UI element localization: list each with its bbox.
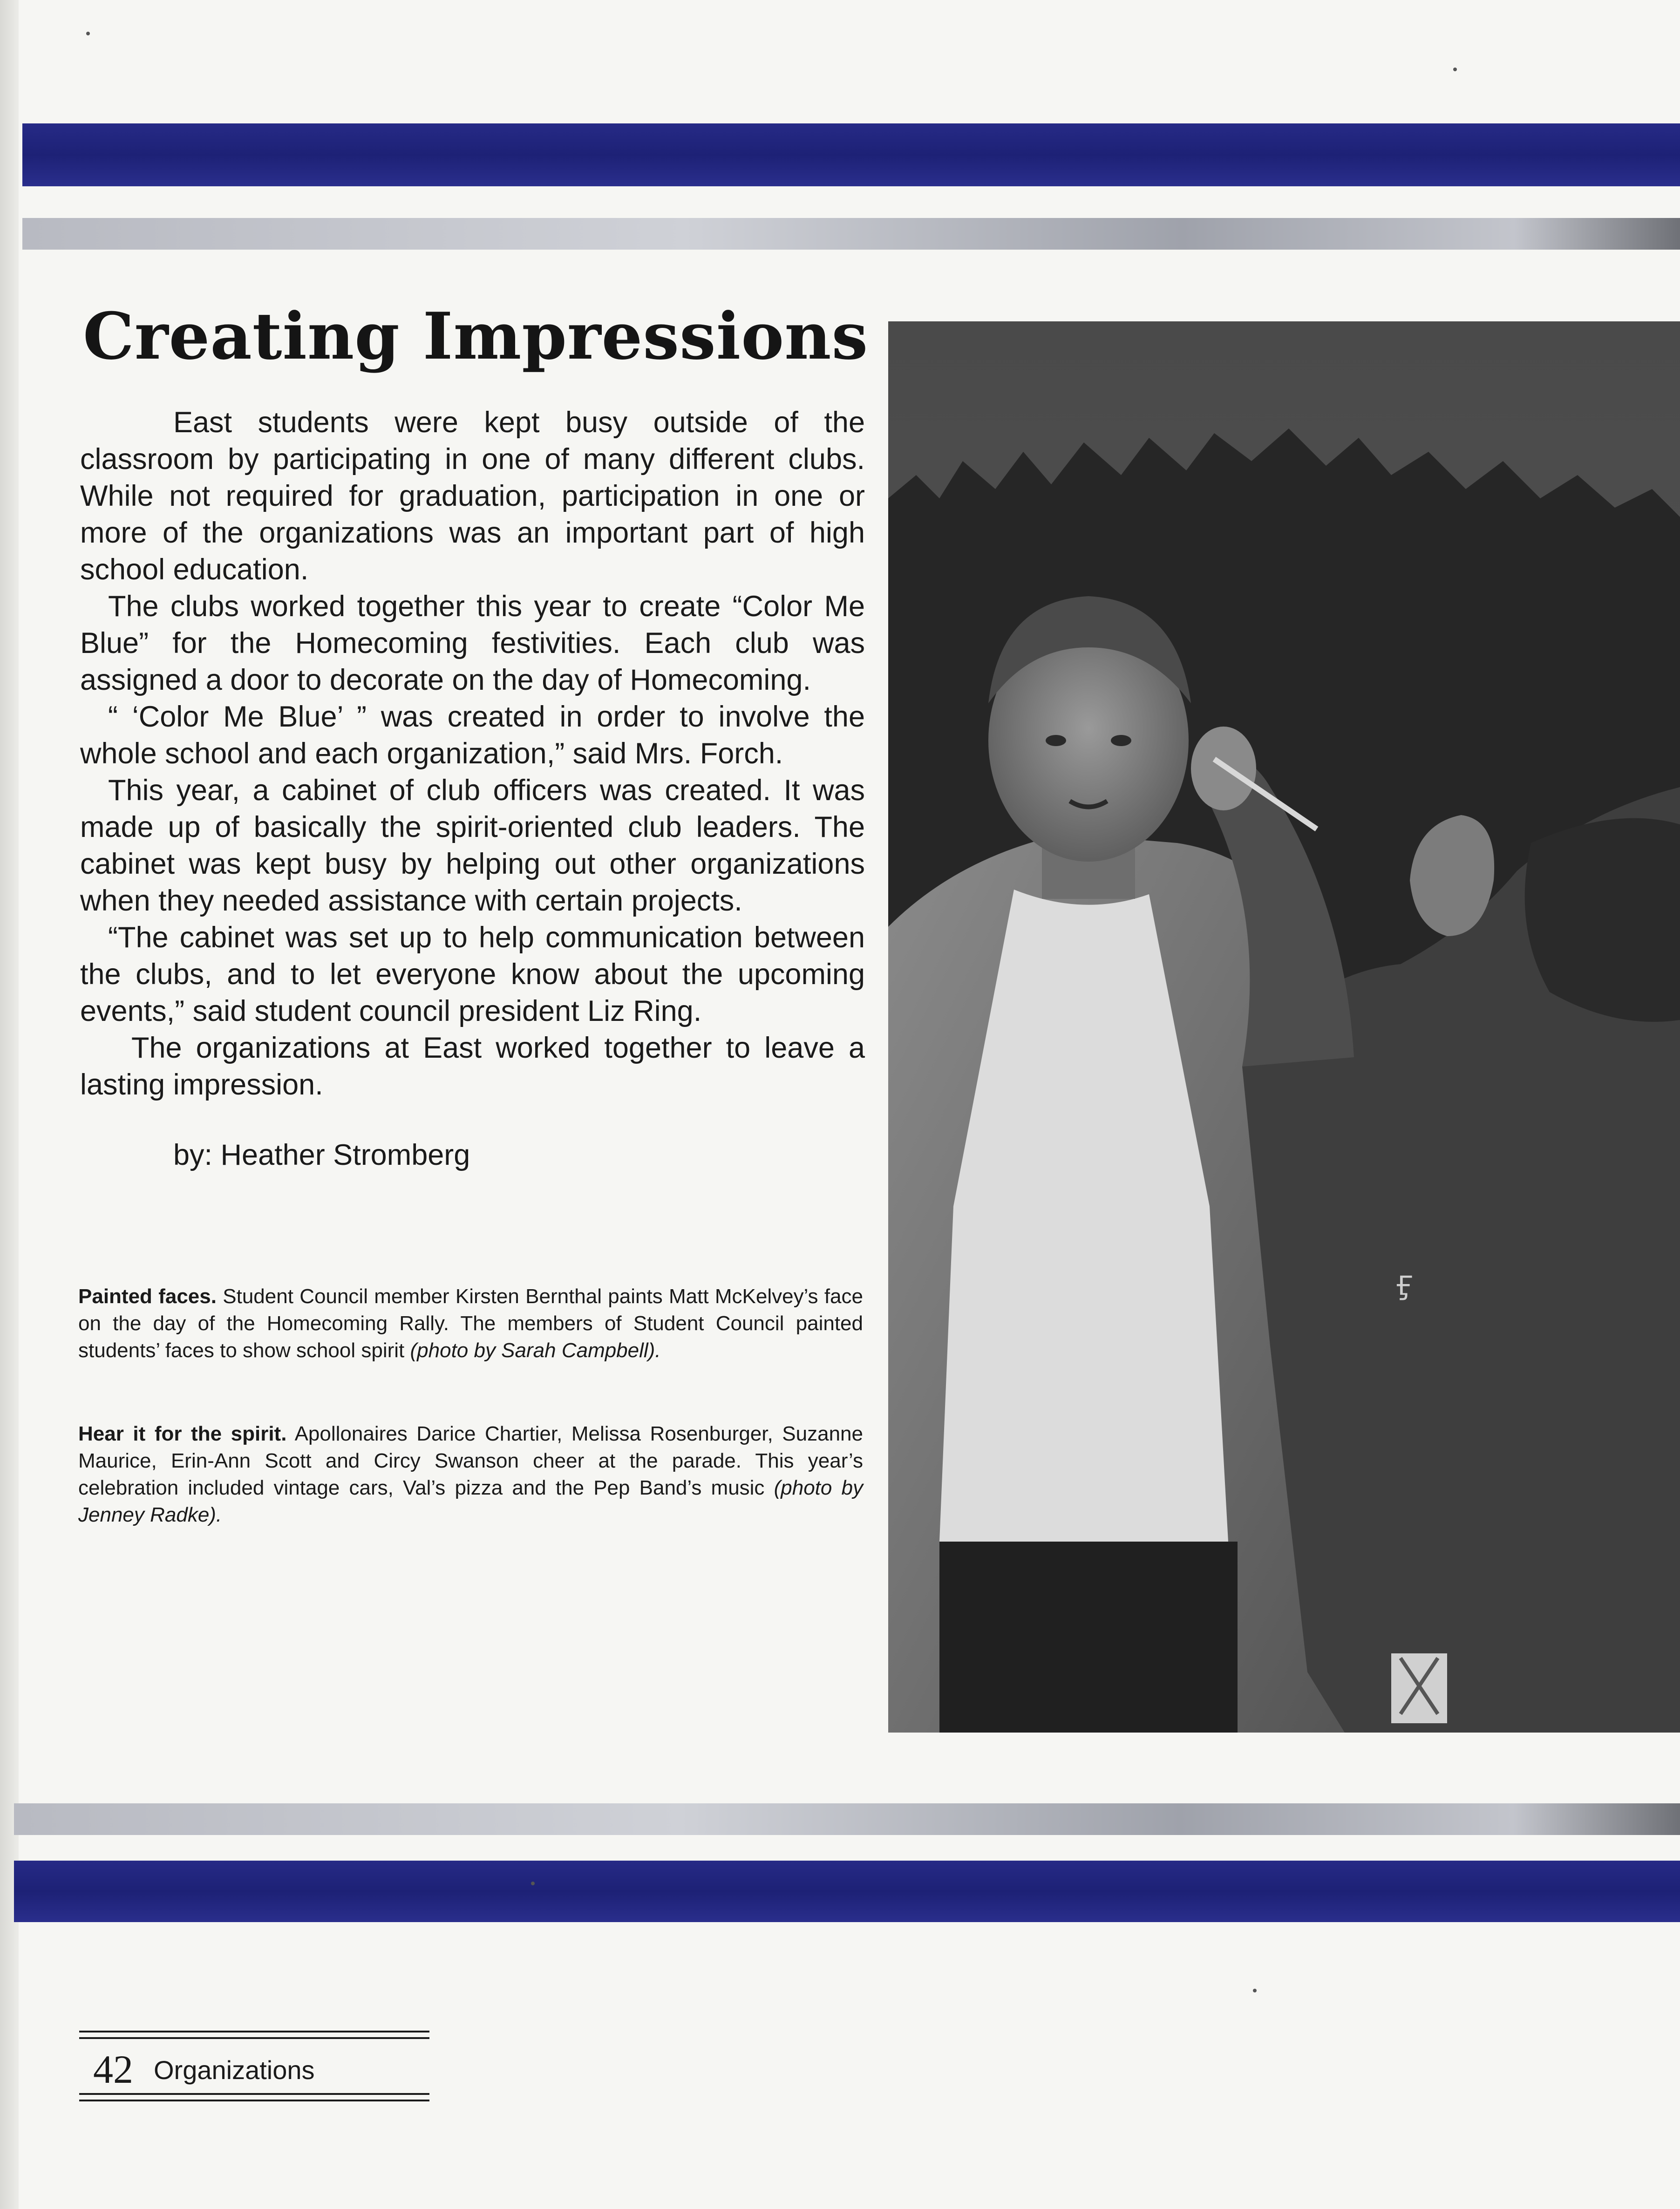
caption-text: Student Council member Kirsten Bernthal paints Matt McKelvey’s face on the day of the Homecoming Rally. The members of Student Council painted students’ faces to show school spirit — [78, 1285, 863, 1362]
folio-rule — [79, 2093, 429, 2095]
paper-speck — [1253, 1989, 1257, 1992]
section-name: Organizations — [154, 2055, 315, 2085]
page-folio — [79, 2031, 429, 2105]
article-paragraph: East students were kept busy outside of the classroom by participating in one of many different clubs. While not required for graduation, participation in one or more of the organizations was an important part of high school education. — [80, 406, 865, 586]
paper-speck — [1453, 68, 1457, 71]
byline: by: Heather Stromberg — [173, 1139, 470, 1171]
photo-credit: (photo by Jenney Radke). — [78, 1476, 863, 1526]
paper-speck — [86, 32, 90, 35]
article-paragraph: “ ‘Color Me Blue’ ” was created in order to involve the whole school and each organization,” said Mrs. Forch. — [80, 700, 865, 770]
photo-caption — [78, 1283, 863, 1364]
header-gray-band — [22, 218, 1680, 250]
article-body — [80, 404, 865, 1103]
article-paragraph: “The cabinet was set up to help communication between the clubs, and to let everyone know about the upcoming events,” said student council president Liz Ring. — [80, 921, 865, 1027]
jacket-logo: Ӻ — [1396, 1271, 1414, 1301]
article-paragraph: The clubs worked together this year to create “Color Me Blue” for the Homecoming festivities. Each club was assigned a door to decorate on the day of Homecoming. — [80, 590, 865, 696]
folio-rule — [79, 2100, 429, 2101]
article-title: Creating Impressions — [83, 298, 869, 374]
caption-lead: Painted faces. — [78, 1285, 217, 1308]
face-painting-photo — [888, 321, 1680, 1733]
caption-lead: Hear it for the spirit. — [78, 1422, 287, 1445]
footer-gray-band — [14, 1803, 1680, 1835]
paper-speck — [531, 1882, 535, 1885]
footer-blue-band — [14, 1861, 1680, 1922]
header-blue-band — [22, 123, 1680, 186]
folio-rule — [79, 2031, 429, 2032]
article-paragraph: This year, a cabinet of club officers was created. It was made up of basically the spirit-oriented club leaders. The cabinet was kept busy by helping out other organizations when they needed assistance with certain projects. — [80, 774, 865, 917]
photo-credit: (photo by Sarah Campbell). — [410, 1339, 661, 1362]
folio-rule — [79, 2037, 429, 2039]
article-paragraph: The organizations at East worked together to leave a lasting impression. — [80, 1032, 865, 1101]
page-number: 42 — [93, 2047, 133, 2092]
caption-text: Apollonaires Darice Chartier, Melissa Rosenburger, Suzanne Maurice, Erin-Ann Scott and Circy Swanson cheer at the parade. This year’s celebration included vintage cars, Val’s pizza and the Pep Band’s music — [78, 1422, 863, 1499]
photo-illustration — [888, 321, 1680, 1733]
photo-caption — [78, 1421, 863, 1529]
